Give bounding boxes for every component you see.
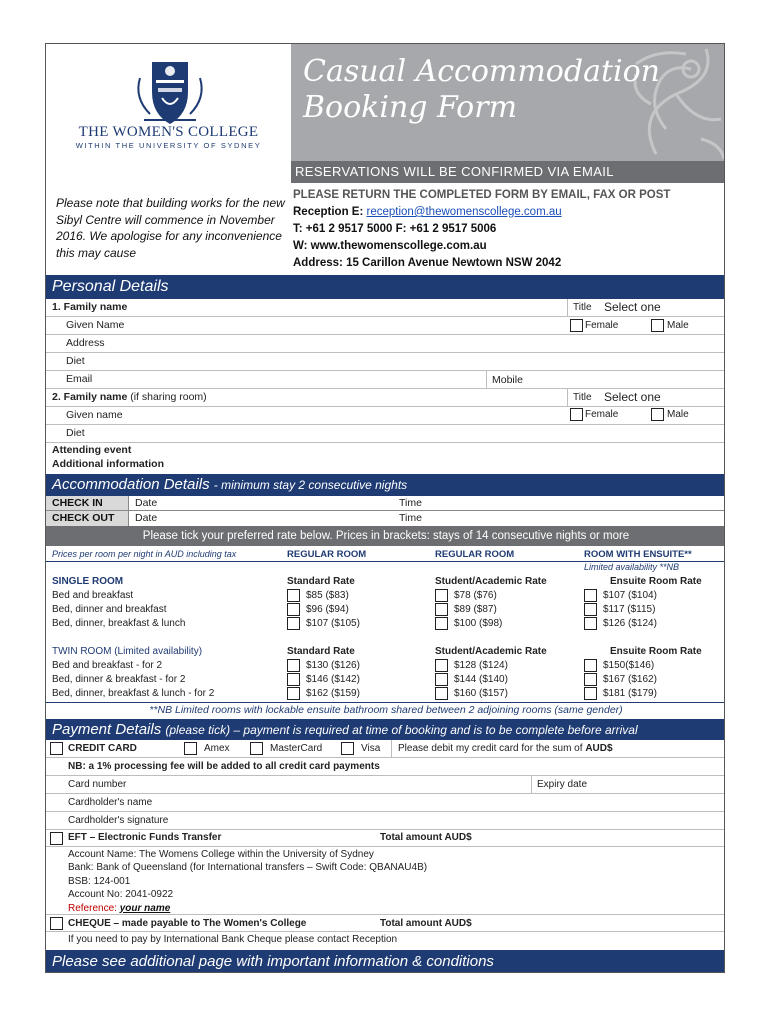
single-row-label: Bed and breakfast — [52, 590, 134, 601]
mastercard-label: MasterCard — [270, 743, 323, 754]
twin-student-price: $144 ($140) — [454, 674, 508, 685]
check-out-date-label: Date — [135, 512, 158, 524]
single-ensuite-price: $126 ($124) — [603, 618, 657, 629]
title-2-cell — [567, 389, 725, 407]
twin-standard-checkbox[interactable] — [287, 687, 300, 700]
ensuite-nb-note: **NB Limited rooms with lockable ensuite bathroom shared between 2 adjoining rooms (same gender) — [46, 702, 725, 717]
debit-sum-currency: AUD$ — [585, 743, 613, 754]
family-name-2-suffix: (if sharing room) — [130, 391, 207, 403]
visa-label: Visa — [361, 743, 381, 754]
bank-bsb: BSB: 124-001 — [68, 875, 131, 887]
address-label: Address: — [293, 257, 343, 269]
single-row-label: Bed, dinner and breakfast — [52, 604, 167, 615]
male-2-checkbox[interactable] — [651, 408, 664, 421]
debit-sum-label — [398, 743, 613, 754]
additional-info-label: Additional information — [52, 458, 164, 470]
twin-room-rates — [46, 644, 725, 704]
cheque-row — [46, 914, 725, 932]
address-line — [293, 255, 725, 272]
single-student-rate-header: Student/Academic Rate — [435, 576, 547, 587]
college-subtitle: WITHIN THE UNIVERSITY OF SYDNEY — [75, 141, 262, 150]
single-ensuite-checkbox[interactable] — [584, 603, 597, 616]
regular-room-header-2: REGULAR ROOM — [435, 549, 515, 560]
credit-card-row — [46, 740, 725, 758]
reference-label: Reference: — [68, 902, 117, 914]
mastercard-checkbox[interactable] — [250, 742, 263, 755]
twin-row-label: Bed, dinner, breakfast & lunch - for 2 — [52, 688, 215, 699]
debit-sum-cell[interactable] — [391, 740, 725, 758]
check-out-time-label: Time — [399, 512, 422, 524]
single-standard-price: $107 ($105) — [306, 618, 360, 629]
regular-room-header-1: REGULAR ROOM — [287, 549, 367, 560]
eft-total-label[interactable]: Total amount AUD$ — [380, 832, 472, 843]
twin-student-price: $160 ($157) — [454, 688, 508, 699]
address-field-label: Address — [66, 337, 105, 349]
visa-checkbox[interactable] — [341, 742, 354, 755]
eft-label: EFT – Electronic Funds Transfer — [68, 832, 222, 843]
booking-form — [45, 43, 725, 973]
credit-card-checkbox[interactable] — [50, 742, 63, 755]
bank-account-name: Account Name: The Womens College within the University of Sydney — [68, 849, 374, 860]
single-ensuite-checkbox[interactable] — [584, 589, 597, 602]
bank-account-number: Account No: 2041-0922 — [68, 889, 174, 901]
given-name-2-label: Given name — [66, 409, 123, 421]
single-standard-checkbox[interactable] — [287, 617, 300, 630]
return-instructions: PLEASE RETURN THE COMPLETED FORM BY EMAIL, FAX OR POST — [293, 189, 671, 201]
check-in-date-label: Date — [135, 497, 158, 509]
cardholder-signature-label: Cardholder's signature — [68, 815, 169, 826]
reference-value: your name — [119, 902, 171, 914]
twin-standard-checkbox[interactable] — [287, 659, 300, 672]
reception-line — [293, 204, 725, 221]
twin-student-checkbox[interactable] — [435, 687, 448, 700]
twin-student-rate-header: Student/Academic Rate — [435, 646, 547, 657]
cardholder-name-row[interactable] — [46, 794, 725, 812]
twin-student-checkbox[interactable] — [435, 673, 448, 686]
title-2-label: Title — [573, 392, 592, 403]
amex-checkbox[interactable] — [184, 742, 197, 755]
diet-2-label: Diet — [66, 427, 85, 439]
check-dates-table — [46, 496, 725, 526]
twin-student-price: $128 ($124) — [454, 660, 508, 671]
diet-2-row[interactable] — [46, 425, 725, 443]
payment-subheading: (please tick) – payment is required at time of booking and is to be complete before arrival — [165, 723, 638, 737]
male-2-label: Male — [667, 409, 689, 420]
college-name: THE WOMEN'S COLLEGE — [78, 124, 259, 140]
cheque-total-label[interactable]: Total amount AUD$ — [380, 918, 472, 929]
debit-sum-prefix: Please debit my credit card for the sum of — [398, 743, 583, 754]
cheque-checkbox[interactable] — [50, 917, 63, 930]
title-band — [291, 44, 725, 161]
contact-block — [293, 187, 725, 272]
eft-checkbox[interactable] — [50, 832, 63, 845]
single-student-checkbox[interactable] — [435, 617, 448, 630]
payment-heading-text: Payment Details — [52, 721, 162, 738]
additional-info-footer: Please see additional page with important information & conditions — [46, 950, 725, 973]
single-student-price: $89 ($87) — [454, 604, 497, 615]
rate-instructions-band: Please tick your preferred rate below. Prices in brackets: stays of 14 consecutive nights or more — [46, 526, 725, 546]
single-ensuite-price: $117 ($115) — [603, 604, 656, 615]
college-crest-icon — [130, 58, 210, 128]
accommodation-heading-text: Accommodation Details — [52, 476, 210, 493]
prices-note: Prices per room per night in AUD including tax — [52, 549, 237, 559]
single-row-label: Bed, dinner, breakfast & lunch — [52, 618, 186, 629]
ensuite-room-header: ROOM WITH ENSUITE** — [584, 549, 692, 560]
twin-standard-price: $162 ($159) — [306, 688, 360, 699]
credit-card-label: CREDIT CARD — [68, 743, 137, 754]
title-1-cell — [567, 299, 725, 317]
single-room-rates — [46, 574, 725, 634]
twin-standard-price: $146 ($142) — [306, 674, 360, 685]
family-name-1-label: 1. Family name — [52, 301, 128, 313]
female-1-label: Female — [585, 320, 619, 331]
twin-ensuite-checkbox[interactable] — [584, 659, 597, 672]
twin-ensuite-price: $150($146) — [603, 660, 655, 671]
reception-email-link[interactable]: reception@thewomenscollege.com.au — [366, 206, 562, 218]
single-ensuite-rate-header: Ensuite Room Rate — [610, 576, 702, 587]
twin-ensuite-checkbox[interactable] — [584, 673, 597, 686]
expiry-date-cell[interactable] — [531, 776, 725, 794]
form-title — [303, 54, 660, 126]
cheque-label: CHEQUE – made payable to The Women's College — [68, 918, 307, 929]
single-ensuite-price: $107 ($104) — [603, 590, 657, 601]
email-label: Email — [66, 373, 93, 385]
cardholder-name-label: Cardholder's name — [68, 797, 153, 808]
twin-room-label: TWIN ROOM (Limited availability) — [52, 646, 203, 657]
twin-standard-price: $130 ($126) — [306, 660, 360, 671]
female-1-checkbox[interactable] — [570, 319, 583, 332]
reservations-banner: RESERVATIONS WILL BE CONFIRMED VIA EMAIL — [291, 161, 725, 183]
international-cheque-note: If you need to pay by International Bank Cheque please contact Reception — [68, 934, 398, 945]
family-name-2-bold: 2. Family name — [52, 391, 128, 403]
personal-details-heading: Personal Details — [46, 275, 725, 299]
single-standard-price: $96 ($94) — [306, 604, 349, 615]
diet-1-row[interactable] — [46, 353, 725, 371]
mobile-label: Mobile — [492, 374, 523, 386]
card-number-label: Card number — [68, 779, 127, 790]
check-in-time-label: Time — [399, 497, 422, 509]
twin-standard-rate-header: Standard Rate — [287, 646, 355, 657]
attending-row[interactable] — [46, 443, 725, 473]
given-name-1-row[interactable] — [46, 317, 725, 335]
single-student-checkbox[interactable] — [435, 603, 448, 616]
bank-name: Bank: Bank of Queensland (for International transfers – Swift Code: QBANAU4B) — [68, 862, 428, 874]
twin-standard-checkbox[interactable] — [287, 673, 300, 686]
attending-label: Attending event — [52, 444, 132, 456]
single-student-price: $78 ($76) — [454, 590, 497, 601]
twin-ensuite-price: $167 ($162) — [603, 674, 657, 685]
building-works-note: Please note that building works for the new Sibyl Centre will commence in November 2016. We apologise for any inconvenience this may cause — [56, 196, 285, 260]
bank-details — [68, 848, 708, 915]
single-student-checkbox[interactable] — [435, 589, 448, 602]
single-ensuite-checkbox[interactable] — [584, 617, 597, 630]
single-room-label: SINGLE ROOM — [52, 576, 124, 587]
twin-ensuite-price: $181 ($179) — [603, 688, 657, 699]
website-line: W: www.thewomenscollege.com.au — [293, 240, 487, 252]
form-header — [46, 44, 725, 161]
eft-row — [46, 830, 725, 847]
given-name-1-label: Given Name — [66, 319, 125, 331]
form-title-line-2: Booking Form — [303, 90, 518, 125]
check-out-date-row[interactable] — [128, 511, 725, 526]
rate-column-headers — [46, 546, 725, 562]
check-in-label: CHECK IN — [46, 496, 128, 511]
female-2-label: Female — [585, 409, 619, 420]
male-1-checkbox[interactable] — [651, 319, 664, 332]
twin-row-label: Bed, dinner & breakfast - for 2 — [52, 674, 186, 685]
processing-fee-row — [46, 758, 725, 776]
twin-student-checkbox[interactable] — [435, 659, 448, 672]
diet-1-label: Diet — [66, 355, 85, 367]
single-standard-checkbox[interactable] — [287, 589, 300, 602]
amex-label: Amex — [204, 743, 230, 754]
twin-row-label: Bed and breakfast - for 2 — [52, 660, 163, 671]
accommodation-heading — [46, 474, 725, 496]
cardholder-signature-row[interactable] — [46, 812, 725, 830]
title-2-select[interactable]: Select one — [604, 390, 661, 404]
reception-label: Reception E: — [293, 206, 364, 218]
phone-fax-line: T: +61 2 9517 5000 F: +61 2 9517 5006 — [293, 223, 497, 235]
single-standard-checkbox[interactable] — [287, 603, 300, 616]
twin-ensuite-rate-header: Ensuite Room Rate — [610, 646, 702, 657]
payment-heading — [46, 719, 725, 740]
check-in-date-row[interactable] — [128, 496, 725, 511]
processing-fee-note: NB: a 1% processing fee will be added to all credit card payments — [68, 761, 380, 772]
family-name-2-label — [52, 391, 207, 403]
title-1-label: Title — [573, 302, 592, 313]
expiry-date-label: Expiry date — [537, 779, 588, 790]
male-1-label: Male — [667, 320, 689, 331]
single-standard-rate-header: Standard Rate — [287, 576, 355, 587]
single-student-price: $100 ($98) — [454, 618, 503, 629]
single-standard-price: $85 ($83) — [306, 590, 349, 601]
given-name-2-row[interactable] — [46, 407, 725, 425]
twin-ensuite-checkbox[interactable] — [584, 687, 597, 700]
address-value: 15 Carillon Avenue Newtown NSW 2042 — [346, 257, 562, 269]
address-row[interactable] — [46, 335, 725, 353]
female-2-checkbox[interactable] — [570, 408, 583, 421]
limited-availability-note: Limited availability **NB — [584, 562, 680, 572]
title-1-select[interactable]: Select one — [604, 300, 661, 314]
form-title-line-1: Casual Accommodation — [303, 54, 660, 89]
check-out-label: CHECK OUT — [46, 511, 128, 526]
accommodation-subheading: - minimum stay 2 consecutive nights — [213, 478, 408, 492]
mobile-cell[interactable] — [486, 371, 725, 389]
college-logo — [46, 44, 291, 161]
